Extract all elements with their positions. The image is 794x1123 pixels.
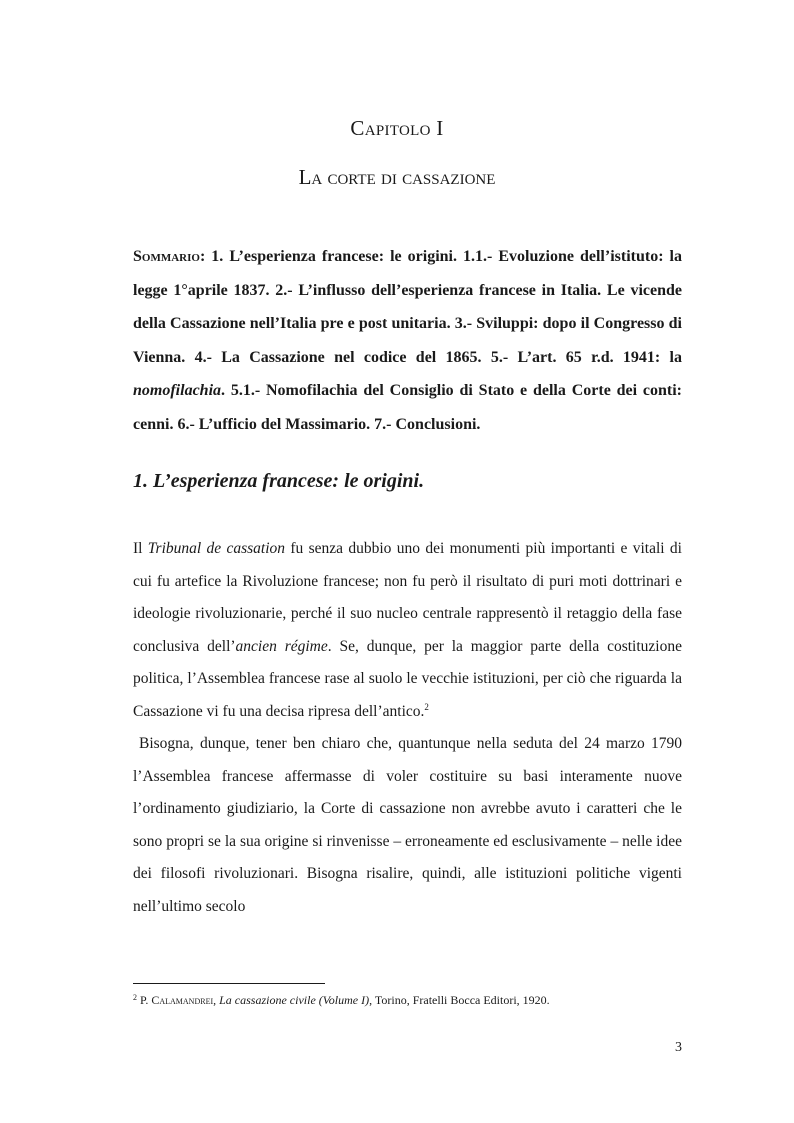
chapter-label: Capitolo I	[350, 116, 444, 140]
paragraph-2: Bisogna, dunque, tener ben chiaro che, quantunque nella seduta del 24 marzo 1790 l’Assemblea francese affermasse di voler costituire su basi interamente nuove l’ordinamento giudiziario, la Corte di cassazione non avrebbe avuto i caratteri che le sono propri se la sua origine si rinvenisse – erroneamente ed esclusivamente – nelle idee dei filosofi rivoluzionari. Bisogna risalire, quindi, alle istituzioni politiche vigenti nell’ultimo secolo	[133, 735, 682, 915]
footnote-separator: ,	[213, 993, 220, 1007]
summary-italic-term: nomofilachia	[133, 382, 222, 399]
page-number: 3	[675, 1040, 682, 1055]
summary-text-part2: . 5.1.- Nomofilachia del Consiglio di Stato e della Corte dei conti: cenni. 6.- L’ufficio del Massimario. 7.- Conclusioni.	[133, 382, 682, 433]
footnote-reference[interactable]: 2	[424, 701, 429, 712]
paragraph-1	[133, 533, 682, 728]
paragraph-1-italic-1: Tribunal de cassation	[147, 540, 286, 557]
footnote-number: 2	[133, 993, 137, 1002]
footnote-initial: P.	[140, 993, 152, 1007]
body-text	[133, 533, 682, 923]
footnote	[133, 992, 682, 1008]
footnote-book-title: La cassazione civile (Volume I)	[219, 993, 370, 1007]
summary-text-part1: 1. L’esperienza francese: le origini. 1.1.- Evoluzione dell’istituto: la legge 1°aprile 1837. 2.- L’influsso dell’esperienza francese in Italia. Le vicende della Cassazione nell’Italia pre e post unitaria. 3.- Sviluppi: dopo il Congresso di Vienna. 4.- La Cassazione nel codice del 1865. 5.- L’art. 65 r.d. 1941: la	[133, 248, 682, 366]
paragraph-1-text-b: fu senza dubbio uno dei monumenti più importanti e vitali di cui fu artefice la Rivoluzione francese; non fu però il risultato di puri moti dottrinari e ideologie rivoluzionarie, perché il suo nucleo centrale rappresentò il retaggio della fase conclusiva dell’	[133, 540, 682, 655]
paragraph-1-text-a: Il	[133, 540, 148, 557]
chapter-title: La corte di cassazione	[298, 165, 496, 189]
footnote-publication: , Torino, Fratelli Bocca Editori, 1920.	[369, 993, 550, 1007]
footnote-author: Calamandrei	[151, 993, 214, 1007]
chapter-summary	[133, 240, 682, 441]
footnote-divider	[133, 983, 325, 984]
paragraph-1-italic-2: ancien régime	[235, 637, 328, 655]
section-heading: 1. L’esperienza francese: le origini.	[133, 470, 425, 492]
paragraph-1-text-c: . Se, dunque, per la maggior parte della costituzione politica, l’Assemblea francese rase al suolo le vecchie istituzioni, per ciò che riguarda la Cassazione vi fu una decisa ripresa dell’antico.	[133, 637, 682, 720]
summary-lead: Sommario:	[133, 248, 206, 265]
